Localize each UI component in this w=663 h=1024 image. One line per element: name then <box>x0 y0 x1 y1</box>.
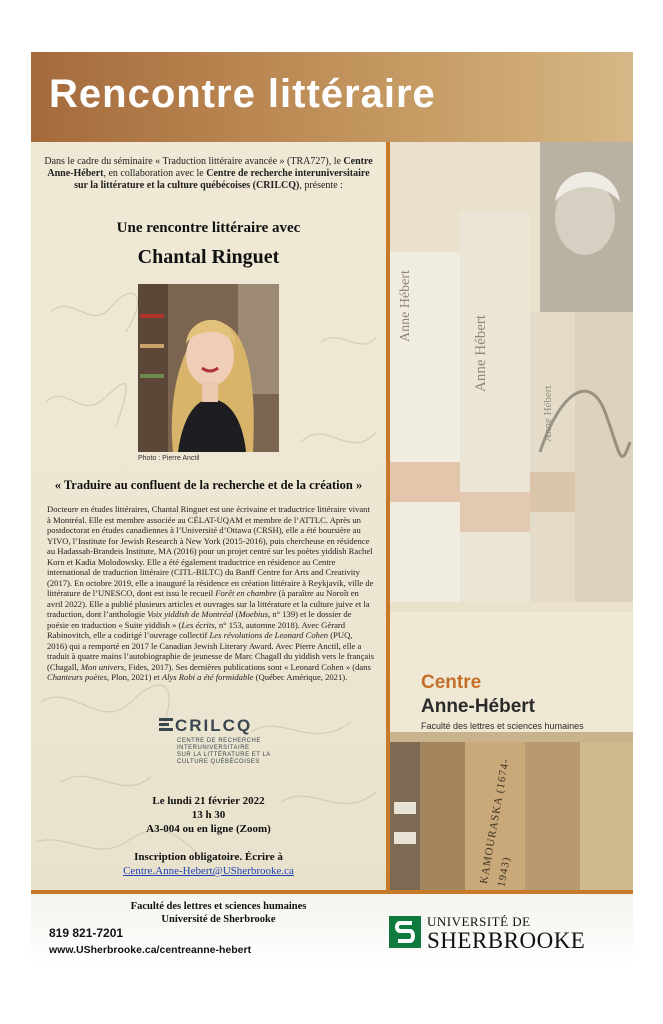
centre-line1: Centre <box>421 672 482 693</box>
crilcq-sub-line: INTERUNIVERSITAIRE <box>177 745 250 751</box>
intro-bold-crilcq: Centre de recherche interuniversitaire sur la littérature et la culture québécoises (CRILCQ) <box>74 168 370 191</box>
bio-text: (Québec Amérique, 2021). <box>253 672 348 682</box>
bio-italic: Moebius <box>238 609 269 619</box>
right-panel <box>390 142 633 890</box>
centre-line3: Faculté des lettres et sciences humaines <box>421 721 584 731</box>
crilcq-bars-icon <box>159 717 173 733</box>
bio-italic: Mon univers <box>80 661 125 672</box>
bio-italic: Alys Robi a été formidable <box>161 672 254 682</box>
portrait-illustration <box>138 284 279 452</box>
bio-text: , Fides, 2017). Ses dernières publications sont « Leonard Cohen » (dans <box>124 661 371 672</box>
left-panel <box>31 142 386 890</box>
bio-italic: Chanteurs poètes <box>47 672 107 682</box>
faculty-name: Faculté des lettres et sciences humaines <box>130 901 307 912</box>
crilcq-sub-line: CENTRE DE RECHERCHE <box>177 738 261 744</box>
centre-anne-hebert-logo <box>421 672 584 731</box>
event-details <box>31 794 386 836</box>
signup-block <box>31 850 386 878</box>
intro-text <box>43 156 374 192</box>
banner <box>31 52 633 142</box>
poster <box>31 52 633 968</box>
signup-email-link[interactable]: Centre.Anne-Hebert@USherbrooke.ca <box>123 865 294 877</box>
bio-italic: Voix yiddish de Montréal <box>147 609 234 619</box>
intro-part: Dans le cadre du séminaire « Traduction littéraire avancée » (TRA727), le <box>44 156 344 167</box>
crilcq-subtitle <box>177 738 271 766</box>
bio-italic: Les révolutions de Leonard Cohen <box>209 630 329 640</box>
speaker-bio <box>47 504 374 683</box>
bio-italic: Forêt en chambre <box>215 588 277 598</box>
book-spine-3 <box>538 342 558 442</box>
bio-text: Docteure en études littéraires, Chantal Ringuet est une écrivaine et traductrice littéraire vivant à Montréal. Elle est membre associée au CÉLAT-UQAM et membre de l’ATTLC. Après un postdoctorat en études canadiennes à l’Université d’Ottawa (CRSH), elle a été boursière au YIVO, l’Institute for Jewish Research à New York (2015-2016), puis chercheuse en résidence au Hadassah-Brandeis Institute, MA (2016) pour un projet centré sur les poètes yiddish Rachel Korn et Kadia Molodowsky. Elle a été également traductrice en résidence au Centre international de traduction littéraire (CITL-BILTC) du Banff Centre for Arts and Creativity (2017). En octobre 2019, elle a inauguré la résidence en création littéraire à Reykjavik, ville de littérature de l’UNESCO, dont est issu le recueil <box>47 504 374 598</box>
banner-title: Rencontre littéraire <box>49 72 436 116</box>
udes-s-icon <box>389 916 421 948</box>
spine-text: Anne Hébert <box>398 270 413 342</box>
crilcq-sub-line: CULTURE QUÉBÉCOISES <box>177 759 260 765</box>
intro-part: , en collaboration avec le <box>103 168 207 179</box>
signup-label: Inscription obligatoire. Écrire à <box>134 851 283 863</box>
university-name: Université de Sherbrooke <box>161 914 276 925</box>
udes-emblem-icon <box>389 916 421 948</box>
photo-credit: Photo : Pierre Anctil <box>138 455 200 462</box>
udes-wordmark-top: UNIVERSITÉ DE <box>427 914 531 929</box>
speaker-photo <box>138 284 279 452</box>
bio-italic: Les écrits <box>181 619 215 630</box>
event-location: A3-004 ou en ligne (Zoom) <box>146 823 271 835</box>
bio-text: , Plon, 2021) et <box>106 672 162 682</box>
spine-text: Anne Hébert <box>473 314 489 392</box>
meeting-heading: Une rencontre littéraire avec <box>116 220 301 236</box>
bio-text: , n° 139) et le dossier de poésie en traduction « Suite yiddish » ( <box>47 609 352 630</box>
event-time: 13 h 30 <box>191 809 226 821</box>
centre-line2: Anne-Hébert <box>421 696 536 717</box>
book-spine-2 <box>472 282 492 392</box>
footer <box>31 894 633 968</box>
crilcq-sub-line: SUR LA LITTÉRATURE ET LA <box>177 752 271 758</box>
spine-text: KAMOURASKA (1674-1943) <box>477 757 513 888</box>
spine-text: Anne Hébert <box>542 385 554 442</box>
crilcq-logo <box>159 716 299 774</box>
crilcq-wordmark <box>159 716 252 736</box>
book-spine-1 <box>396 242 416 342</box>
intro-part: , présente : <box>299 180 343 191</box>
speaker-name: Chantal Ringuet <box>137 246 280 268</box>
udes-wordmark-bottom: SHERBROOKE <box>427 928 586 953</box>
crilcq-name: CRILCQ <box>175 716 253 735</box>
website-link[interactable]: www.USherbrooke.ca/centreanne-hebert <box>49 944 252 956</box>
bio-text: (PUQ, 2016) qui a remporté en 2017 le Canadian Jewish Literary Award. Avec Pierre Anctil, elle a traduit à quatre mains l’autobiographie de jeunesse de Marc Chagall du yiddish vers le français (Chagall, <box>47 630 374 672</box>
intro-bold-centre: Centre Anne-Hébert <box>47 156 373 179</box>
bio-text: ( <box>233 609 239 619</box>
phone-number: 819 821-7201 <box>49 926 124 940</box>
bio-text: (à paraître au Noroît en avril 2022). Elle a publié plusieurs articles et ouvrages sur la littérature et la culture juive et la traduction, dont l’anthologie <box>47 588 370 619</box>
bio-text: , n° 153, automne 2018). Avec Gérard Rabinovitch, elle a codirigé l’ouvrage collectif <box>47 619 346 640</box>
faculty-block <box>121 900 316 926</box>
talk-title: « Traduire au confluent de la recherche et de la création » <box>54 478 363 492</box>
event-date: Le lundi 21 février 2022 <box>152 795 265 807</box>
